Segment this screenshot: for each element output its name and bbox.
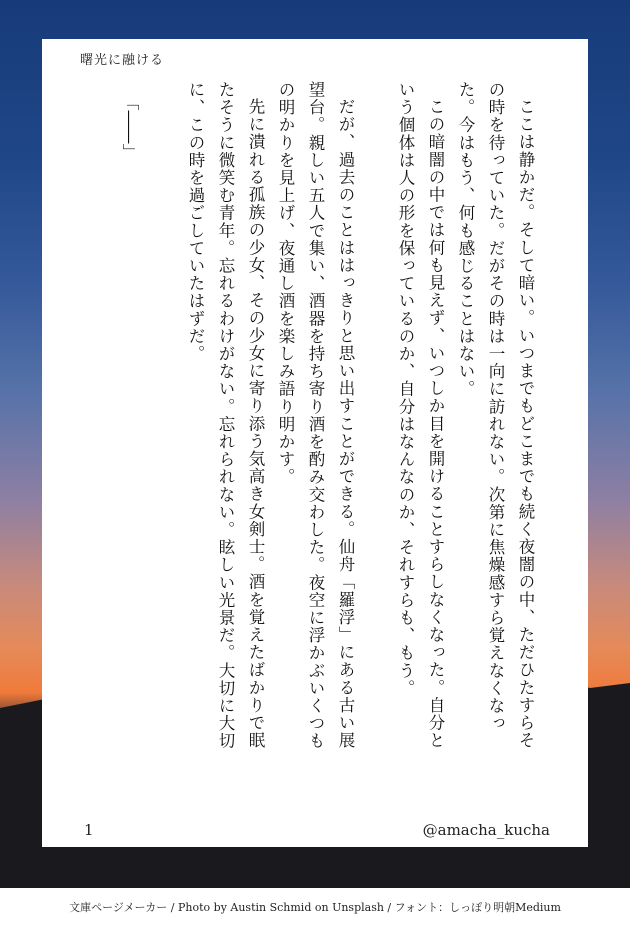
- vertical-text-body: [162, 81, 540, 751]
- paragraph: ここは静かだ。そして暗い。いつまでもどこまでも続く夜闇の中、ただひたすらその時を待っていた。だがその時は一向に訪れない。次第に焦燥感すら覚えなくなった。今はもう、何も感じることはない。: [456, 81, 535, 749]
- paragraph: 先に潰れる孤族の少女、その少女に寄り添う気高き女剣士。酒を覚えたばかりで眠たそうに微笑む青年。忘れるわけがない。忘れられない。眩しい光景だ。大切に大切に、この時を過ごしていたはずだ。: [186, 81, 265, 750]
- dash-quote: 「――」: [120, 94, 139, 160]
- book-page: [42, 39, 588, 847]
- blank-line: [360, 81, 390, 751]
- credit-line: 文庫ページメーカー / Photo by Austin Schmid on Unsplash / フォント：しっぽり明朝Medium: [0, 888, 630, 928]
- paragraph: この暗闇の中では何も見えず、いつしか目を開けることすらしなくなった。自分という個体は人の形を保っているのか、自分はなんなのか、それすらも、もう。: [396, 81, 445, 749]
- running-title: 曙光に融ける: [80, 53, 165, 68]
- author-handle: @amacha_kucha: [422, 821, 550, 839]
- page-number: 1: [84, 821, 94, 839]
- paragraph: だが、過去のことははっきりと思い出すことができる。仙舟「羅浮」にある古い展望台。親しい五人で集い、酒器を持ち寄り酒を酌み交わした。夜空に浮かぶいくつもの明かりを見上げ、夜通し酒を楽しみ語り明かす。: [276, 81, 355, 750]
